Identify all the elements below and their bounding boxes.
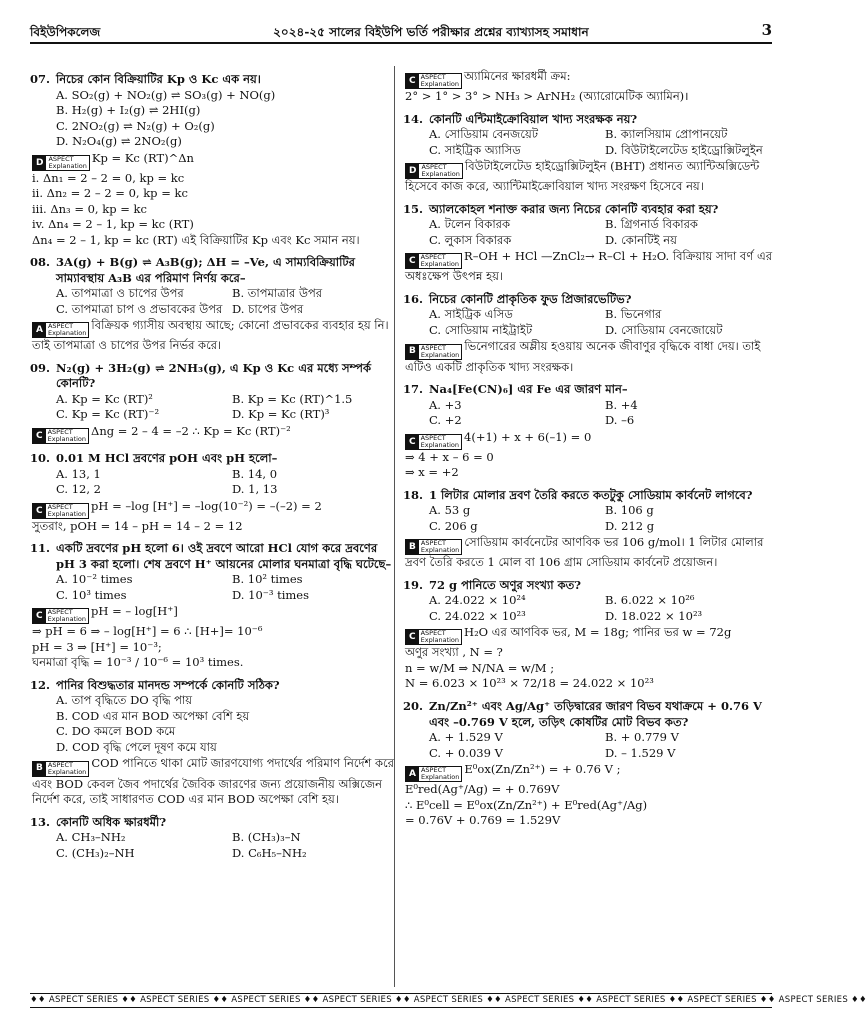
question-stem: অ্যালকোহল শনাক্ত করার জন্য নিচের কোনটি ব্যবহার করা হয়? bbox=[429, 201, 719, 216]
question-number: 19. bbox=[403, 577, 424, 592]
explanation-text: Kp = Kc (RT)^Δn bbox=[91, 150, 194, 165]
right-column bbox=[403, 68, 773, 834]
option-item: C. 10³ times bbox=[56, 587, 127, 602]
question-number: 18. bbox=[403, 487, 424, 502]
badge-top: ASPECT bbox=[47, 322, 74, 331]
question-number: 15. bbox=[403, 201, 424, 216]
badge-top: ASPECT bbox=[420, 253, 446, 262]
option-item: C. + 0.039 V bbox=[429, 745, 503, 760]
question-text bbox=[30, 539, 400, 572]
left-column bbox=[30, 68, 400, 866]
option-item: C. (CH₃)₂–NH bbox=[56, 845, 135, 860]
explanation-text: = 0.76V + 0.769 = 1.529V bbox=[405, 813, 561, 828]
question-text bbox=[30, 676, 400, 694]
option-item: C. 2NO₂(g) ⇌ N₂(g) + O₂(g) bbox=[56, 118, 215, 133]
option-item: C. +2 bbox=[429, 413, 462, 428]
page-header bbox=[30, 18, 772, 44]
options-grid bbox=[30, 392, 400, 423]
explanation-line bbox=[403, 813, 773, 829]
badge-top: ASPECT bbox=[420, 343, 446, 352]
question-number: 12. bbox=[30, 677, 51, 692]
question-text bbox=[403, 486, 773, 504]
option-item: C. Kp = Kc (RT)⁻² bbox=[56, 407, 160, 422]
badge-top: ASPECT bbox=[420, 539, 446, 548]
option-item: A. 53 g bbox=[429, 503, 471, 518]
explanation-line bbox=[403, 249, 773, 285]
answer-badge bbox=[32, 761, 89, 777]
option-item: B. ক্যালসিয়াম প্রোপানয়েট bbox=[605, 127, 728, 142]
explanation-line bbox=[30, 756, 400, 807]
option-item: A. +3 bbox=[429, 397, 462, 412]
badge-bottom: Explanation bbox=[48, 161, 87, 170]
explanation-line bbox=[30, 151, 400, 171]
explanation-line bbox=[403, 798, 773, 814]
explanation-line bbox=[403, 782, 773, 798]
explanation-text: Δn₄ = 2 – 1, kp = kc (RT) এই বিক্রিয়াটির Kp এবং Kc সমান নয়। bbox=[32, 232, 360, 247]
explanation-text: N = 6.023 × 10²³ × 72/18 = 24.022 × 10²³ bbox=[405, 676, 654, 691]
explanation-text: ii. Δn₂ = 2 – 2 = 0, kp = kc bbox=[32, 186, 188, 201]
explanation-text: COD পানিতে থাকা মোট জারণযোগ্য পদার্থের পরিমাণ নির্দেশ করে এবং BOD কেবল জৈব পদার্থের জৈবিক জারণের জন্য প্রয়োজনীয় অক্সিজেন নির্দেশ করে, তাই সাধারণত COD এর মান BOD অপেক্ষা বেশি হয়। bbox=[32, 756, 395, 807]
answer-letter: A bbox=[406, 767, 419, 781]
question-block bbox=[403, 110, 773, 195]
question-text bbox=[403, 576, 773, 594]
option-item: A. 24.022 × 10²⁴ bbox=[429, 593, 526, 608]
option-item: A. সাইট্রিক এসিড bbox=[429, 307, 513, 322]
question-number: 11. bbox=[30, 541, 51, 556]
explanation-line bbox=[30, 499, 400, 519]
question-text bbox=[403, 200, 773, 218]
explanation-line bbox=[30, 519, 400, 535]
options-grid bbox=[30, 693, 400, 755]
explanation-line bbox=[30, 604, 400, 624]
explanation-line bbox=[30, 318, 400, 354]
answer-badge bbox=[405, 766, 462, 782]
options-grid bbox=[403, 503, 773, 534]
question-number: 20. bbox=[403, 698, 424, 713]
question-block bbox=[30, 70, 400, 248]
option-item: D. সোডিয়াম বেনজোয়েট bbox=[605, 322, 723, 337]
answer-badge bbox=[405, 344, 462, 360]
question-block bbox=[30, 253, 400, 354]
option-item: B. ভিনেগার bbox=[605, 307, 662, 322]
question-number: 10. bbox=[30, 451, 51, 466]
explanation-text: E⁰red(Ag⁺/Ag) = + 0.769V bbox=[405, 782, 560, 797]
option-item: D. Kp = Kc (RT)³ bbox=[232, 407, 330, 422]
explanation-line bbox=[30, 624, 400, 640]
options-grid bbox=[403, 127, 773, 158]
badge-label bbox=[419, 74, 461, 88]
question-stem: Na₄[Fe(CN)₆] এর Fe এর জারণ মান– bbox=[429, 382, 628, 397]
answer-badge bbox=[405, 163, 463, 179]
explanation-line bbox=[403, 465, 773, 481]
question-block bbox=[30, 539, 400, 671]
question-block bbox=[403, 69, 773, 105]
question-stem: N₂(g) + 3H₂(g) ⇌ 2NH₃(g), এ Kp ও Kc এর মধ্যে সম্পর্ক কোনটি? bbox=[56, 360, 372, 391]
options-grid bbox=[30, 467, 400, 498]
question-number: 07. bbox=[30, 72, 51, 86]
explanation-line bbox=[403, 69, 773, 89]
badge-label bbox=[46, 156, 88, 170]
question-block bbox=[403, 576, 773, 692]
badge-label bbox=[419, 630, 461, 644]
option-item: A. SO₂(g) + NO₂(g) ⇌ SO₃(g) + NO(g) bbox=[56, 87, 276, 102]
option-item: B. (CH₃)₃–N bbox=[232, 830, 301, 845]
badge-bottom: Explanation bbox=[47, 329, 87, 338]
explanation-text: pH = –log [H⁺] = –log(10⁻²) = –(–2) = 2 bbox=[91, 498, 322, 513]
badge-label bbox=[419, 164, 461, 178]
option-item: B. COD এর মান BOD অপেক্ষা বেশি হয় bbox=[56, 708, 250, 723]
question-number: 08. bbox=[30, 255, 51, 270]
option-item: D. চাপের উপর bbox=[232, 301, 304, 316]
options-grid bbox=[403, 730, 773, 761]
badge-top: ASPECT bbox=[47, 428, 73, 437]
option-item: C. 206 g bbox=[429, 518, 478, 533]
question-text bbox=[403, 110, 773, 128]
badge-top: ASPECT bbox=[420, 629, 446, 638]
explanation-text: সোডিয়াম কার্বনেটের আণবিক ভর 106 g/mol। 1 লিটার মোলার দ্রবণ তৈরি করতে 1 মোল বা 106 গ্রাম সোডিয়াম কার্বনেট প্রয়োজন। bbox=[405, 535, 764, 570]
answer-badge bbox=[32, 155, 90, 171]
badge-label bbox=[46, 323, 88, 337]
header-brand: বিইউপিকলেজ bbox=[30, 24, 101, 39]
answer-letter: C bbox=[33, 609, 46, 623]
option-item: A. CH₃–NH₂ bbox=[56, 830, 126, 845]
explanation-line bbox=[30, 655, 400, 671]
question-block bbox=[30, 813, 400, 862]
question-block bbox=[403, 200, 773, 285]
option-item: B. 106 g bbox=[605, 503, 654, 518]
question-text bbox=[30, 359, 400, 392]
answer-badge bbox=[32, 322, 89, 338]
explanation-text: ∴ E⁰cell = E⁰ox(Zn/Zn²⁺) + E⁰red(Ag⁺/Ag) bbox=[405, 797, 648, 812]
badge-label bbox=[419, 435, 461, 449]
answer-badge bbox=[32, 428, 89, 444]
options-grid bbox=[30, 830, 400, 861]
option-item: B. + 0.779 V bbox=[605, 730, 679, 745]
option-item: B. 6.022 × 10²⁶ bbox=[605, 593, 695, 608]
explanation-line bbox=[403, 762, 773, 782]
badge-label bbox=[419, 345, 461, 359]
explanation-line bbox=[403, 159, 773, 195]
badge-label bbox=[46, 762, 88, 776]
options-grid bbox=[30, 88, 400, 150]
badge-label bbox=[419, 540, 461, 554]
option-item: A. 13, 1 bbox=[56, 466, 101, 481]
question-text bbox=[30, 253, 400, 286]
question-number: 09. bbox=[30, 360, 51, 375]
answer-letter: C bbox=[33, 429, 46, 443]
options-grid bbox=[30, 572, 400, 603]
question-text bbox=[403, 290, 773, 308]
option-item: A. + 1.529 V bbox=[429, 730, 503, 745]
answer-letter: A bbox=[33, 323, 46, 337]
badge-bottom: Explanation bbox=[47, 509, 87, 518]
question-stem: কোনটি অধিক ক্ষারধর্মী? bbox=[56, 814, 167, 829]
explanation-text: ⇒ pH = 6 ⇒ – log[H⁺] = 6 ∴ [H+]= 10⁻⁶ bbox=[32, 624, 263, 639]
answer-letter: B bbox=[406, 540, 419, 554]
badge-bottom: Explanation bbox=[420, 350, 460, 359]
badge-label bbox=[419, 767, 461, 781]
explanation-line bbox=[403, 661, 773, 677]
question-stem: নিচের কোনটি প্রাকৃতিক ফুড প্রিজারভেটিভ? bbox=[429, 291, 632, 306]
explanation-line bbox=[403, 645, 773, 661]
option-item: B. 10² times bbox=[232, 572, 303, 587]
question-text bbox=[30, 449, 400, 467]
explanation-line bbox=[403, 535, 773, 571]
explanation-text: Δng = 2 – 4 = –2 ∴ Kp = Kc (RT)⁻² bbox=[91, 423, 291, 438]
explanation-text: বিক্রিয়ক গ্যাসীয় অবস্থায় আছে; কোনো প্রভাবকের ব্যবহার হয় নি। তাই তাপমাত্রা ও চাপের উপর নির্ভর করে। bbox=[32, 318, 389, 353]
options-grid bbox=[30, 286, 400, 317]
options-grid bbox=[403, 217, 773, 248]
option-item: A. 10⁻² times bbox=[56, 572, 133, 587]
option-item: C. 12, 2 bbox=[56, 482, 101, 497]
explanation-line bbox=[403, 676, 773, 692]
option-item: D. 18.022 × 10²³ bbox=[605, 608, 703, 623]
explanation-text: ভিনেগারের অম্লীয় হওয়ায় অনেক জীবাণুর বৃদ্ধিকে বাধা দেয়। তাই এটিও একটি প্রাকৃতিক খাদ্য সংরক্ষক। bbox=[405, 339, 761, 374]
explanation-line bbox=[30, 186, 400, 202]
question-text bbox=[30, 70, 400, 88]
option-item: B. গ্রিগনার্ড বিকারক bbox=[605, 217, 698, 232]
answer-letter: D bbox=[406, 164, 419, 178]
footer-series-strip: ♦♦ ASPECT SERIES ♦♦ ASPECT SERIES ♦♦ ASPECT SERIES ♦♦ ASPECT SERIES ♦♦ ASPECT SERIES ♦♦ ASPECT SERIES ♦♦ ASPECT SERIES ♦♦ ASPECT SERIES ♦♦ ASPECT SERIES ♦♦ bbox=[30, 993, 772, 1008]
option-item: A. টলেন বিকারক bbox=[429, 217, 511, 232]
question-block bbox=[403, 290, 773, 375]
explanation-text: H₂O এর আণবিক ভর, M = 18g; পানির ভর w = 72g bbox=[464, 625, 732, 640]
explanation-line bbox=[30, 640, 400, 656]
question-block bbox=[403, 486, 773, 571]
answer-badge bbox=[32, 503, 89, 519]
badge-bottom: Explanation bbox=[420, 636, 460, 645]
option-item: B. 14, 0 bbox=[232, 466, 278, 481]
explanation-line bbox=[403, 430, 773, 450]
answer-letter: C bbox=[33, 504, 46, 518]
explanation-line bbox=[30, 424, 400, 444]
explanation-line bbox=[30, 202, 400, 218]
answer-badge bbox=[405, 73, 462, 89]
answer-letter: C bbox=[406, 254, 419, 268]
explanation-text: 4(+1) + x + 6(–1) = 0 bbox=[464, 429, 592, 444]
answer-badge bbox=[405, 434, 462, 450]
question-number: 13. bbox=[30, 814, 51, 829]
answer-letter: B bbox=[33, 762, 46, 776]
badge-bottom: Explanation bbox=[47, 615, 87, 624]
option-item: B. তাপমাত্রার উপর bbox=[232, 286, 323, 301]
explanation-line bbox=[30, 171, 400, 187]
option-item: B. H₂(g) + I₂(g) ⇌ 2HI(g) bbox=[56, 103, 201, 118]
question-stem: 72 g পানিতে অণুর সংখ্যা কত? bbox=[429, 577, 582, 592]
question-number: 14. bbox=[403, 111, 424, 126]
option-item: C. লুকাস বিকারক bbox=[429, 232, 512, 247]
explanation-text: ঘনমাত্রা বৃদ্ধি = 10⁻³ / 10⁻⁶ = 10³ times. bbox=[32, 655, 244, 670]
question-block bbox=[403, 380, 773, 481]
question-stem: 1 লিটার মোলার দ্রবণ তৈরি করতে কতটুকু সোডিয়াম কার্বনেট লাগবে? bbox=[429, 487, 753, 502]
explanation-line bbox=[30, 217, 400, 233]
question-stem: নিচের কোন বিক্রিয়াটির Kp ও Kc এক নয়। bbox=[56, 72, 261, 86]
explanation-text: E⁰ox(Zn/Zn²⁺) = + 0.76 V ; bbox=[464, 762, 621, 777]
badge-bottom: Explanation bbox=[47, 767, 87, 776]
explanation-text: 2° > 1° > 3° > NH₃ > ArNH₂ (অ্যারোমেটিক অ্যামিন)। bbox=[405, 89, 689, 104]
answer-letter: C bbox=[406, 74, 419, 88]
options-grid bbox=[403, 593, 773, 624]
explanation-text: pH = – log[H⁺] bbox=[91, 604, 178, 619]
badge-top: ASPECT bbox=[421, 163, 447, 172]
explanation-line bbox=[403, 339, 773, 375]
explanation-line bbox=[403, 625, 773, 645]
page-number: 3 bbox=[761, 20, 772, 39]
question-text bbox=[403, 697, 773, 730]
badge-top: ASPECT bbox=[48, 154, 74, 163]
option-item: D. N₂O₄(g) ⇌ 2NO₂(g) bbox=[56, 134, 182, 149]
question-stem: পানির বিশুদ্ধতার মানদন্ড সম্পর্কে কোনটি সঠিক? bbox=[56, 677, 280, 692]
option-item: D. C₆H₅–NH₂ bbox=[232, 845, 307, 860]
explanation-text: n = w/M ⇒ N/NA = w/M ; bbox=[405, 660, 555, 675]
option-item: C. DO কমলে BOD কমে bbox=[56, 724, 176, 739]
badge-label bbox=[46, 429, 88, 443]
option-item: D. 10⁻³ times bbox=[232, 587, 310, 602]
explanation-text: pH = 3 ⇒ [H⁺] = 10⁻³; bbox=[32, 639, 162, 654]
badge-top: ASPECT bbox=[420, 433, 446, 442]
option-item: D. – 1.529 V bbox=[605, 745, 676, 760]
answer-letter: D bbox=[33, 156, 46, 170]
option-item: A. Kp = Kc (RT)² bbox=[56, 391, 153, 406]
option-item: D. 212 g bbox=[605, 518, 655, 533]
option-item: C. 24.022 × 10²³ bbox=[429, 608, 526, 623]
explanation-text: সুতরাং, pOH = 14 – pH = 14 – 2 = 12 bbox=[32, 518, 243, 533]
badge-bottom: Explanation bbox=[420, 440, 460, 449]
explanation-text: iv. Δn₄ = 2 – 1, kp = kc (RT) bbox=[32, 217, 194, 232]
explanation-text: ⇒ 4 + x – 6 = 0 bbox=[405, 449, 494, 464]
question-stem: Zn/Zn²⁺ এবং Ag/Ag⁺ তড়িদ্বারের জারণ বিভব যথাক্রমে + 0.76 V এবং –0.769 V হলে, তড়িৎ কোষটির মোট বিভব কত? bbox=[429, 698, 762, 729]
badge-label bbox=[46, 504, 88, 518]
option-item: A. তাপমাত্রা ও চাপের উপর bbox=[56, 286, 184, 301]
option-item: C. সাইট্রিক অ্যাসিড bbox=[429, 142, 521, 157]
option-item: D. –6 bbox=[605, 413, 635, 428]
header-title: ২০২৪-২৫ সালের বিইউপি ভর্তি পরীক্ষার প্রশ্নের ব্যাখ্যাসহ সমাধান bbox=[273, 24, 589, 39]
explanation-text: i. Δn₁ = 2 – 2 = 0, kp = kc bbox=[32, 170, 185, 185]
question-text bbox=[30, 813, 400, 831]
badge-top: ASPECT bbox=[47, 608, 73, 617]
badge-top: ASPECT bbox=[420, 766, 447, 775]
option-item: C. তাপমাত্রা চাপ ও প্রভাবকের উপর bbox=[56, 301, 223, 316]
explanation-text: অণুর সংখ্যা , N = ? bbox=[405, 645, 503, 660]
explanation-text: R–OH + HCl —ZnCl₂→ R–Cl + H₂O. বিক্রিয়ায় সাদা বর্ণ এর অধঃক্ষেপ উৎপন্ন হয়। bbox=[405, 249, 773, 284]
option-item: B. Kp = Kc (RT)^1.5 bbox=[232, 391, 353, 406]
option-item: D. কোনটিই নয় bbox=[605, 232, 677, 247]
question-stem: 3A(g) + B(g) ⇌ A₃B(g); ΔH = –Ve, এ সাম্যবিক্রিয়াটির সাম্যাবস্থায় A₃B এর পরিমাণ নির্ণয় করে– bbox=[56, 255, 355, 285]
answer-badge bbox=[405, 539, 462, 555]
question-block bbox=[30, 676, 400, 808]
option-item: D. COD বৃদ্ধি পেলে দূষণ কমে যায় bbox=[56, 739, 217, 754]
question-block bbox=[30, 449, 400, 534]
question-stem: 0.01 M HCl দ্রবণের pOH এবং pH হলো– bbox=[56, 451, 278, 466]
option-item: C. সোডিয়াম নাইট্রাইট bbox=[429, 322, 533, 337]
badge-bottom: Explanation bbox=[420, 80, 460, 89]
explanation-text: iii. Δn₃ = 0, kp = kc bbox=[32, 201, 147, 216]
badge-label bbox=[419, 254, 461, 268]
badge-top: ASPECT bbox=[47, 502, 73, 511]
badge-bottom: Explanation bbox=[420, 260, 460, 269]
badge-label bbox=[46, 609, 88, 623]
explanation-text: বিউটাইলেটেড হাইড্রোক্সিটলুইন (BHT) প্রধানত অ্যান্টিঅক্সিডেন্ট হিসেবে কাজ করে, অ্যান্টিমাইক্রোবিয়াল খাদ্য সংরক্ষণ হিসেবে নয়। bbox=[405, 159, 760, 194]
question-stem: একটি দ্রবণের pH হলো 6। ওই দ্রবণে আরো HCl যোগ করে দ্রবণের pH 3 করা হলো। শেষ দ্রবণে H⁺ আয়নের মোলার ঘনমাত্রা বৃদ্ধি ঘটেছে– bbox=[56, 541, 392, 571]
explanation-line bbox=[30, 233, 400, 249]
explanation-line bbox=[403, 89, 773, 105]
badge-bottom: Explanation bbox=[420, 773, 460, 782]
option-item: A. তাপ বৃদ্ধিতে DO বৃদ্ধি পায় bbox=[56, 693, 193, 708]
question-text bbox=[403, 380, 773, 398]
answer-badge bbox=[405, 253, 462, 269]
question-block bbox=[30, 359, 400, 444]
answer-badge bbox=[32, 608, 89, 624]
answer-badge bbox=[405, 629, 462, 645]
answer-letter: B bbox=[406, 345, 419, 359]
options-grid bbox=[403, 398, 773, 429]
question-number: 16. bbox=[403, 291, 424, 306]
explanation-text: অ্যামিনের ক্ষারধর্মী ক্রম: bbox=[464, 69, 571, 83]
explanation-text: ⇒ x = +2 bbox=[405, 465, 459, 480]
options-grid bbox=[403, 307, 773, 338]
question-number: 17. bbox=[403, 382, 424, 397]
question-stem: কোনটি এন্টিমাইক্রোবিয়াল খাদ্য সংরক্ষক নয়? bbox=[429, 111, 638, 126]
badge-bottom: Explanation bbox=[420, 546, 460, 555]
explanation-line bbox=[403, 450, 773, 466]
badge-bottom: Explanation bbox=[47, 435, 87, 444]
option-item: D. 1, 13 bbox=[232, 482, 278, 497]
answer-letter: C bbox=[406, 630, 419, 644]
badge-top: ASPECT bbox=[420, 73, 446, 82]
badge-bottom: Explanation bbox=[421, 170, 460, 179]
option-item: B. +4 bbox=[605, 397, 638, 412]
badge-top: ASPECT bbox=[47, 760, 73, 769]
answer-letter: C bbox=[406, 435, 419, 449]
question-block bbox=[403, 697, 773, 829]
option-item: D. বিউটাইলেটেড হাইড্রোক্সিটলুইন bbox=[605, 142, 763, 157]
option-item: A. সোডিয়াম বেনজয়েট bbox=[429, 127, 538, 142]
